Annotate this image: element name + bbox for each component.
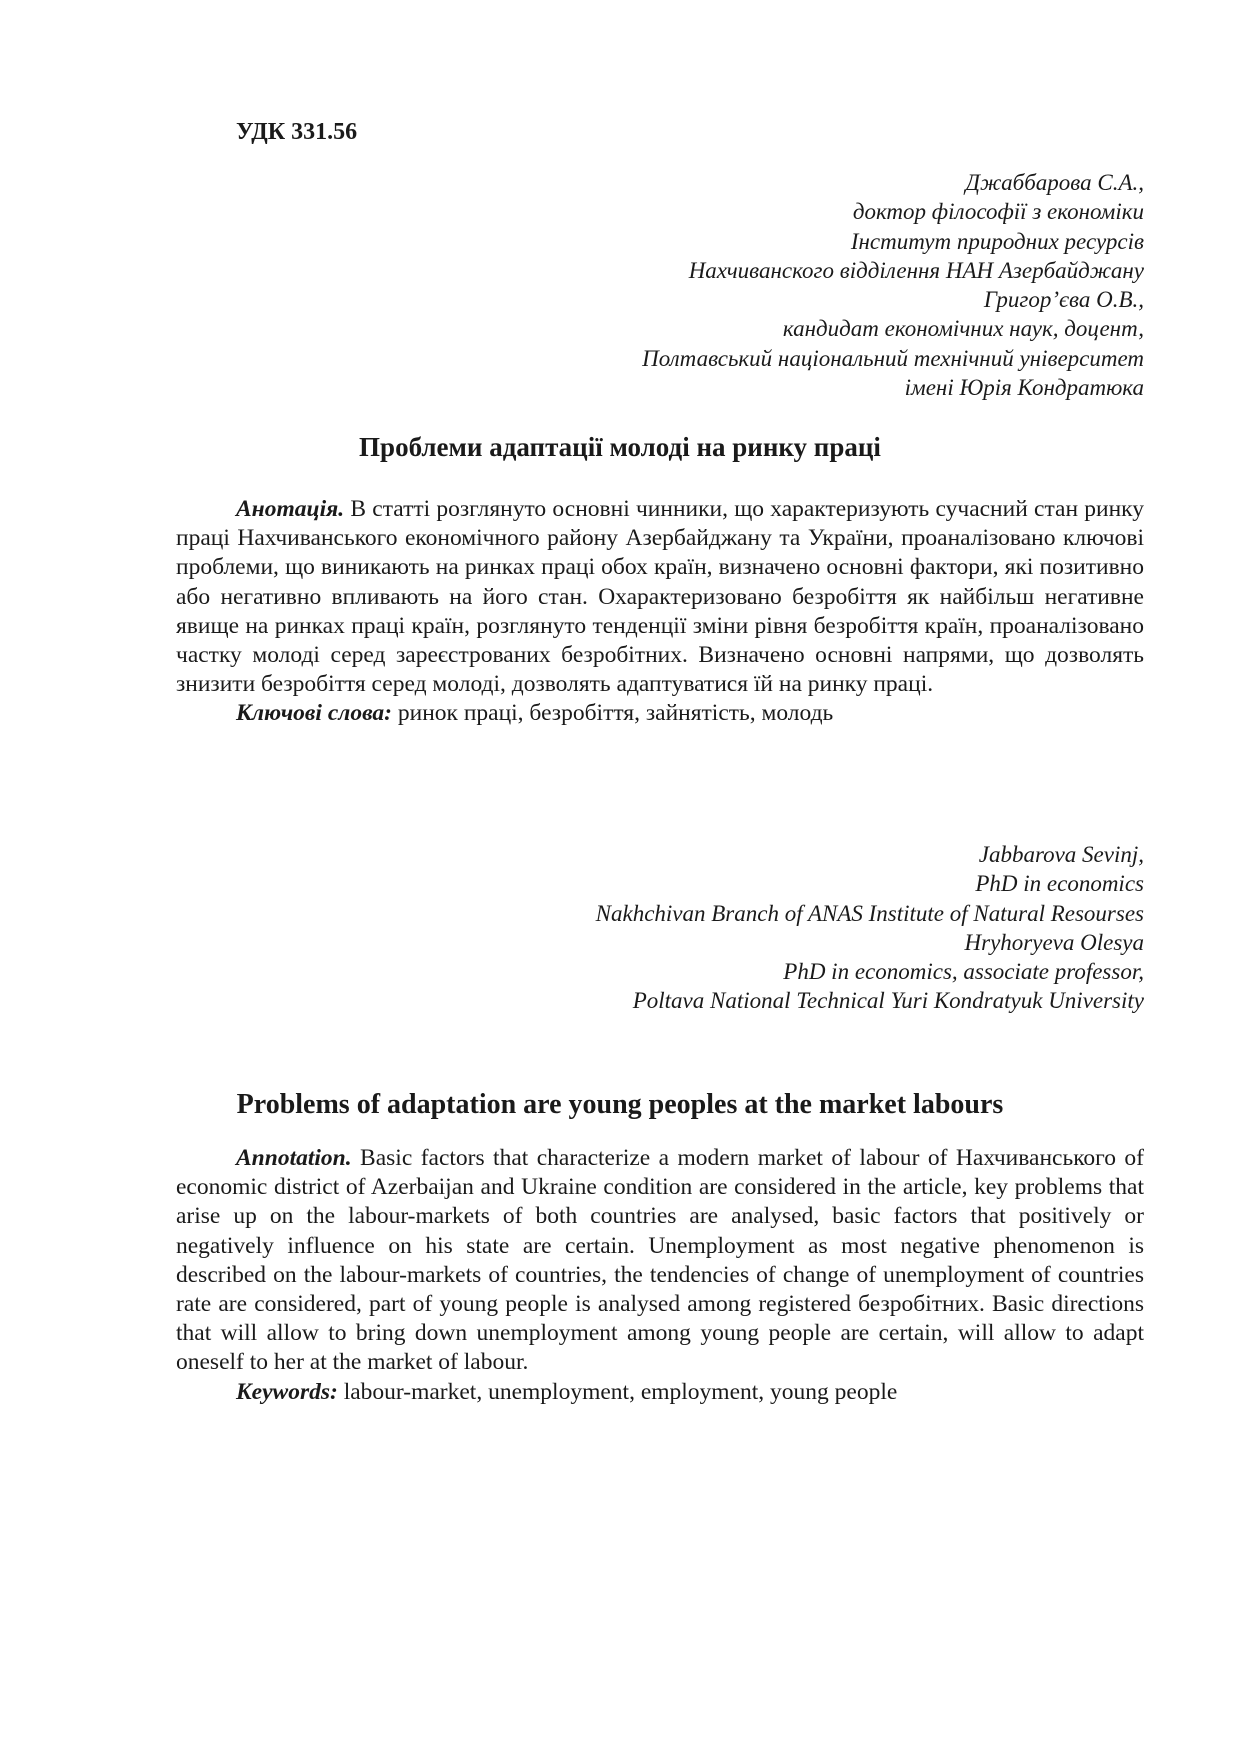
udc-code: УДК 331.56: [236, 119, 358, 145]
abstract-en-text: Basic factors that characterize a modern market of labour of Нахчиванського of economic district of Azerbaijan and Ukraine condition are considered in the article, key problems that arise up on the labour-markets of both countries are analysed, basic factors that positively or negatively influence on his state are certain. Unemployment as most negative phenomenon is described on the labour-markets of countries, the tendencies of change of unemployment of countries rate are considered, part of young people is analysed among registered безробітних. Basic directions that will allow to bring down unemployment among young people are certain, will allow to adapt oneself to her at the market of labour.: [176, 1145, 1144, 1376]
authors-ua-block: [642, 168, 1144, 402]
abstract-ua: [176, 495, 1144, 729]
author-en-line: Nakhchivan Branch of ANAS Institute of Natural Resourses: [595, 900, 1144, 926]
author-ua-line: Григор’єва О.В.,: [983, 287, 1144, 313]
abstract-ua-paragraph: [176, 495, 1144, 699]
abstract-en-label: Annotation.: [236, 1145, 352, 1171]
keywords-ua-line: [176, 699, 1144, 728]
paper-title-en: Problems of adaptation are young peoples at the market labours: [236, 1089, 1004, 1120]
keywords-ua-label: Ключові слова:: [236, 700, 392, 727]
keywords-en-text: labour-market, unemployment, employment, young people: [343, 1378, 898, 1405]
abstract-en: [176, 1144, 1144, 1407]
author-ua-line: Джаббарова С.А.,: [965, 170, 1144, 195]
author-ua-line: Інститут природних ресурсів: [850, 228, 1144, 254]
abstract-ua-label: Анотація.: [236, 496, 345, 522]
abstract-ua-text: В статті розглянуто основні чинники, що характеризують сучасний стан ринку праці Нахчиванського економічного району Азербайджану та України, проаналізовано ключові проблеми, що виникають на ринках праці обох країн, визначено основні фактори, які позитивно або негативно впливають на його стан. Охарактеризовано безробіття як найбільш негативне явище на ринках праці країн, розглянуто тенденції зміни рівня безробіття країн, проаналізовано частку молоді серед зареєстрованих безробітних. Визначено основні напрями, що дозволять знизити безробіття серед молоді, дозволять адаптуватися їй на ринку праці.: [176, 496, 1145, 698]
paper-title-ua: Проблеми адаптації молоді на ринку праці: [359, 432, 881, 462]
authors-en-block: [596, 840, 1144, 1016]
author-ua-line: імені Юрія Кондратюка: [904, 375, 1144, 401]
author-en-line: Poltava National Technical Yuri Kondratyuk University: [632, 988, 1144, 1014]
author-en-line: Hryhoryeva Olesya: [964, 929, 1144, 955]
abstract-en-paragraph: [176, 1144, 1144, 1378]
author-en-line: Jabbarova Sevinj,: [978, 842, 1144, 867]
author-ua-line: кандидат економічних наук, доцент,: [782, 316, 1144, 342]
author-ua-line: доктор філософії з економіки: [852, 199, 1144, 225]
author-ua-line: Нахчиванского відділення НАН Азербайджану: [688, 257, 1144, 283]
keywords-en-line: [176, 1378, 1144, 1407]
author-ua-line: Полтавський національний технічний університет: [642, 345, 1144, 371]
author-en-line: PhD in economics: [975, 871, 1144, 897]
author-en-line: PhD in economics, associate professor,: [783, 959, 1144, 985]
keywords-en-label: Keywords:: [236, 1378, 338, 1405]
keywords-ua-text: ринок праці, безробіття, зайнятість, молодь: [397, 700, 834, 727]
